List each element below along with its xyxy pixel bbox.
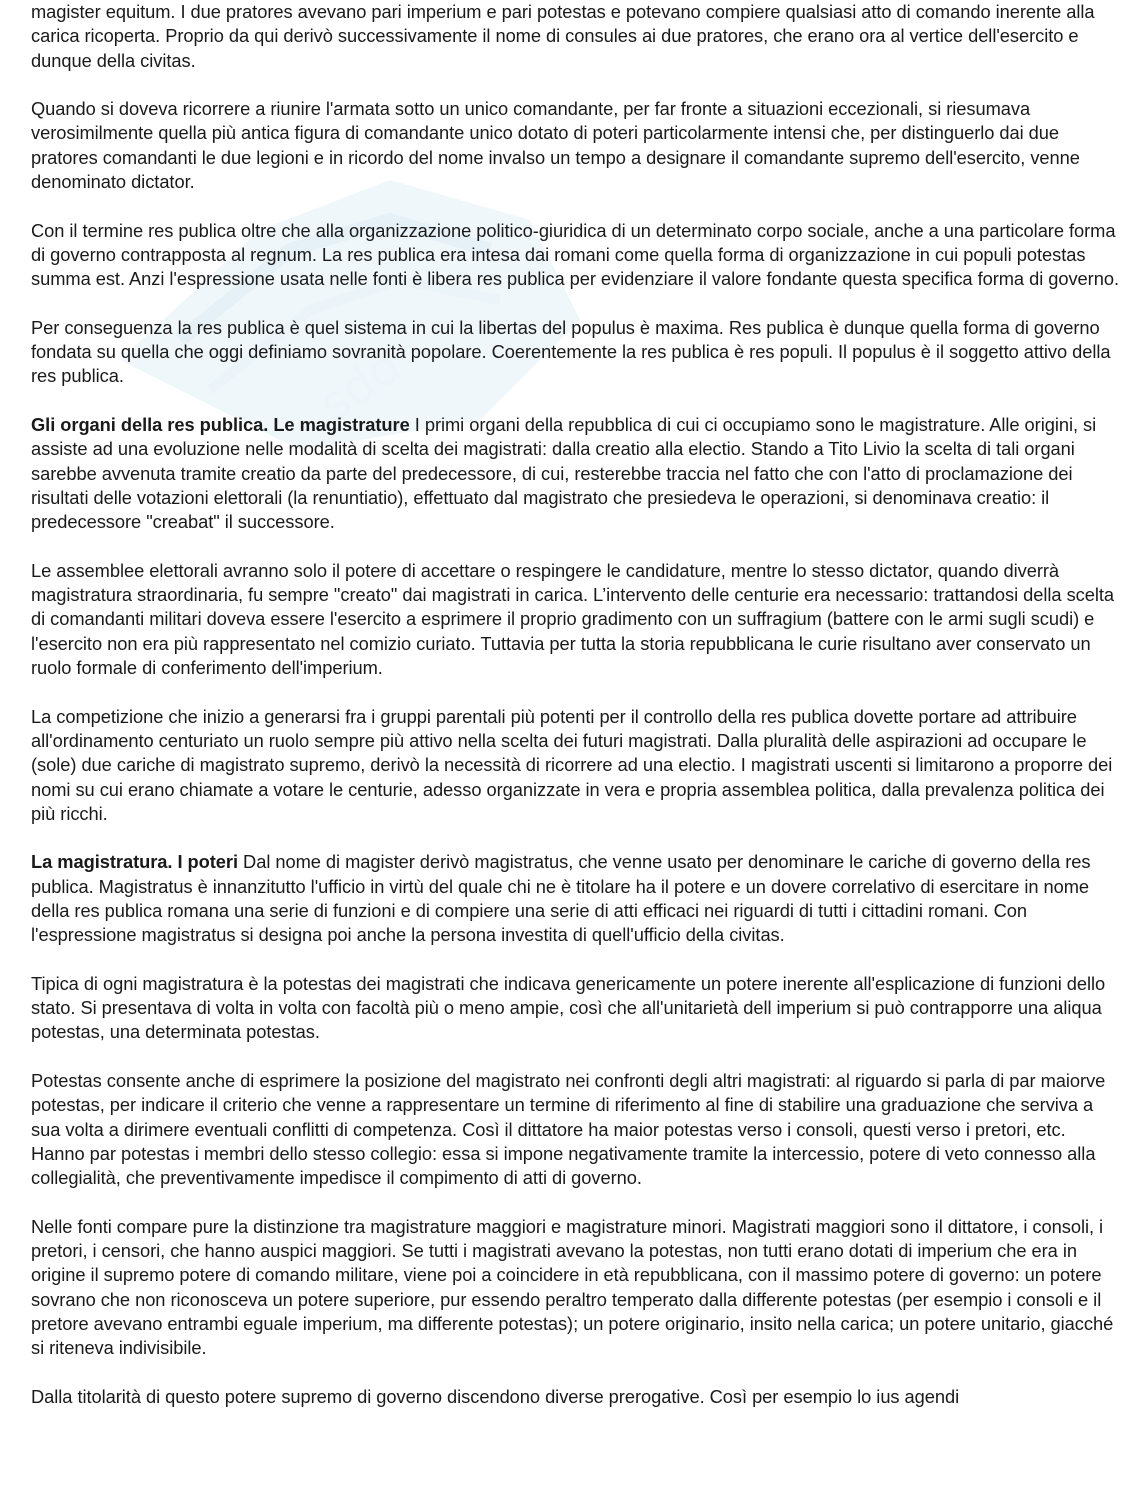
paragraph-3 [31,219,1120,292]
paragraph-11 [31,1215,1120,1361]
svg-text:sdd: sdd [309,337,412,434]
paragraph-1 [31,0,1120,73]
paragraph-9-text: Tipica di ogni magistratura è la potestas dei magistrati che indicava genericamente un potere inerente all'esplicazione di funzioni dello stato. Si presentava di volta in volta con facoltà più o meno ampie, così che all'unitarietà dell imperium si può contrapporre una aliqua potestas, una determinata potestas. [31,972,1106,1043]
paragraph-1-text: magister equitum. I due pratores avevano pari imperium e pari potestas e potevano compiere qualsiasi atto di comando inerente alla carica ricoperta. Proprio da qui derivò successivamente il nome di consules ai due pratores, che erano ora al vertice dell'esercito e dunque della civitas. [31,1,1095,71]
paragraph-9 [31,972,1120,1045]
section-heading-organi: Gli organi della res publica. Le magistrature [31,414,410,436]
paragraph-5 [31,413,1120,534]
paragraph-6-text: Le assemblee elettorali avranno solo il potere di accettare o respingere le candidature, mentre lo stesso dictator, quando diverrà magistratura straordinaria, fu sempre "creato" dai magistrati in carica. L’intervento delle centurie era necessario: trattandosi della scelta di comandanti militari doveva essere l'esercito a esprimere il proprio gradimento con un suffragium (battere con le armi sugli scudi) e l'esercito non era più rappresentato nel comizio curiato. Tuttavia per tutta la storia repubblicana le curie risultano aver conservato un ruolo formale di conferimento dell'imperium. [31,559,1115,679]
paragraph-8 [31,850,1120,947]
paragraph-10-text: Potestas consente anche di esprimere la posizione del magistrato nei confronti degli altri magistrati: al riguardo si parla di par maiorve potestas, per indicare il criterio che venne a rappresentare un termine di riferimento al fine di stabilire una graduazione che serviva a sua volta a dirimere eventuali conflitti di competenza. Così il dittatore ha maior potestas verso i consoli, questi verso i pretori, etc. Hanno par potestas i membri dello stesso collegio: essa si impone negativamente tramite la intercessio, potere di veto connesso alla collegialità, che preventivamente impedisce il compimento di atti di governo. [31,1070,1106,1189]
paragraph-6 [31,559,1120,680]
paragraph-2 [31,97,1120,194]
paragraph-10 [31,1069,1120,1190]
paragraph-7 [31,705,1120,826]
paragraph-12 [31,1385,1120,1409]
paragraph-5-text: I primi organi della repubblica di cui ci occupiamo sono le magistrature. Alle origini, si assiste ad una evoluzione nelle modalità di scelta dei magistrati: dalla creatio alla electio. Stando a Tito Livio la scelta di tali organi sarebbe avvenuta tramite creatio da parte del predecessore, di cui, resterebbe traccia nel fatto che con l'atto di proclamazione dei risultati delle votazioni elettorali (la renuntiatio), effettuato dal magistrato che presiedeva le operazioni, si denominava creatio: il predecessore "creabat" il successore. [31,414,1097,533]
paragraph-3-text: Con il termine res publica oltre che alla organizzazione politico-giuridica di un determinato corpo sociale, anche a una particolare forma di governo contrapposta al regnum. La res publica era intesa dai romani come quella forma di organizzazione in cui populi potestas summa est. Anzi l'espressione usata nelle fonti è libera res publica per evidenziare il valore fondante questa specifica forma di governo. [31,219,1119,290]
paragraph-11-text: Nelle fonti compare pure la distinzione tra magistrature maggiori e magistrature minori. Magistrati maggiori sono il dittatore, i consoli, i pretori, i censori, che hanno auspici maggiori. Se tutti i magistrati avevano la potestas, non tutti erano dotati di imperium che era in origine il supremo potere di comando militare, viene poi a coincidere in età repubblicana, con il massimo potere di governo: un potere sovrano che non riconosceva un potere superiore, pur essendo peraltro temperato dalla differente potestas (per esempio i consoli e il pretore avevano entrambi eguale imperium, ma differente potestas); un potere originario, insito nella carica; un potere unitario, giacché si riteneva indivisibile. [31,1215,1114,1359]
paragraph-8-text: Dal nome di magister derivò magistratus, che venne usato per denominare le cariche di governo della res publica. Magistratus è innanzitutto l'ufficio in virtù del quale chi ne è titolare ha il potere e un dovere correlativo di esercitare in nome della res publica romana una serie di funzioni e di compiere una serie di atti efficaci nei riguardi di tutti i cittadini romani. Con l'espressione magistratus si designa poi anche la persona investita di quell'ufficio della civitas. [31,851,1091,946]
paragraph-4-text: Per conseguenza la res publica è quel sistema in cui la libertas del populus è maxima. Res publica è dunque quella forma di governo fondata su quella che oggi definiamo sovranità popolare. Coerentemente la res publica è res populi. Il populus è il soggetto attivo della res publica. [31,316,1111,387]
paragraph-7-text: La competizione che inizio a generarsi fra i gruppi parentali più potenti per il controllo della res publica dovette portare ad attribuire all'ordinamento centuriato un ruolo sempre più attivo nella scelta dei futuri magistrati. Dalla pluralità delle aspirazioni ad occupare le (sole) due cariche di magistrato supremo, derivò la necessità di ricorrere ad una electio. I magistrati uscenti si limitarono a proporre dei nomi su cui erano chiamate a votare le centurie, adesso organizzate in vera e propria assemblea politica, dalla prevalenza politica dei più ricchi. [31,705,1113,824]
paragraph-4 [31,316,1120,389]
section-heading-poteri: La magistratura. I poteri [31,851,239,873]
paragraph-2-text: Quando si doveva ricorrere a riunire l'armata sotto un unico comandante, per far fronte a situazioni eccezionali, si riesumava verosimilmente quella più antica figura di comandante unico dotato di poteri particolarmente intensi che, per distinguerlo dai due pratores comandanti le due legioni e in ricordo del nome invalso un tempo a designare il comandante supremo dell'esercito, venne denominato dictator. [31,98,1080,193]
paragraph-12-text: Dalla titolarità di questo potere supremo di governo discendono diverse prerogative. Così per esempio lo ius agendi [31,1385,960,1407]
